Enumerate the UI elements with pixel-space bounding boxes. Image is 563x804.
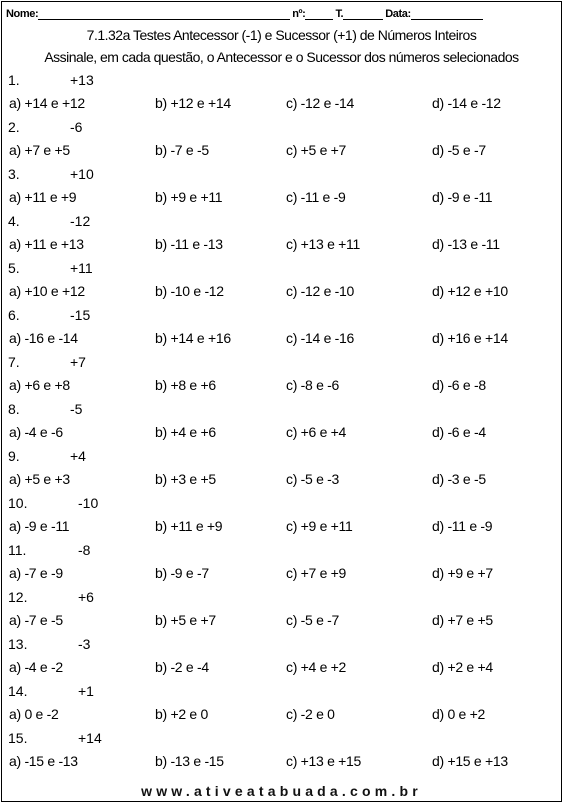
question-number: 10. [8, 495, 28, 511]
question-value: +14 [78, 730, 102, 746]
option-b[interactable]: b) +9 e +11 [155, 189, 223, 205]
question-value: +13 [70, 72, 94, 88]
class-field[interactable] [343, 9, 383, 20]
question-prompt [2, 679, 561, 703]
question-value: -10 [78, 495, 99, 511]
option-a[interactable]: a) -16 e -14 [9, 330, 78, 346]
question-prompt [2, 303, 561, 327]
question-number: 9. [8, 448, 20, 464]
option-d[interactable]: d) +16 e +14 [432, 330, 508, 346]
worksheet-instructions: Assinale, em cada questão, o Antecessor e o Sucessor dos números selecionados [44, 49, 519, 65]
question-prompt [2, 115, 561, 139]
question-number: 11. [8, 542, 27, 558]
question-value: -6 [70, 119, 83, 135]
question-value: -15 [70, 307, 91, 323]
option-b[interactable]: b) +14 e +16 [155, 330, 231, 346]
date-field[interactable] [411, 9, 483, 20]
question-item [2, 726, 561, 773]
option-d[interactable]: d) +2 e +4 [432, 659, 493, 675]
option-c[interactable]: c) -12 e -10 [286, 283, 354, 299]
answer-options [2, 609, 561, 632]
question-prompt [2, 350, 561, 374]
question-number: 6. [8, 307, 20, 323]
question-value: -8 [78, 542, 91, 558]
date-label: Data: [385, 8, 411, 20]
option-a[interactable]: a) +11 e +9 [9, 189, 77, 205]
answer-options [2, 703, 561, 726]
option-a[interactable]: a) 0 e -2 [9, 706, 59, 722]
question-prompt [2, 68, 561, 92]
class-label: T. [335, 8, 344, 20]
answer-options [2, 327, 561, 350]
option-d[interactable]: d) -9 e -11 [432, 189, 493, 205]
option-c[interactable]: c) -12 e -14 [286, 95, 354, 111]
option-b[interactable]: b) +12 e +14 [155, 95, 231, 111]
option-d[interactable]: d) -11 e -9 [432, 518, 493, 534]
question-item [2, 68, 561, 115]
option-c[interactable]: c) -5 e -3 [286, 471, 340, 487]
option-c[interactable]: c) +6 e +4 [286, 424, 347, 440]
question-number: 1. [8, 72, 20, 88]
answer-options [2, 656, 561, 679]
question-prompt [2, 444, 561, 468]
question-number: 12. [8, 589, 28, 605]
answer-options [2, 186, 561, 209]
option-b[interactable]: b) -2 e -4 [155, 659, 209, 675]
option-b[interactable]: b) +3 e +5 [155, 471, 216, 487]
option-a[interactable]: a) -7 e -9 [9, 565, 63, 581]
answer-options [2, 562, 561, 585]
question-number: 3. [8, 166, 20, 182]
question-value: -3 [78, 636, 91, 652]
option-b[interactable]: b) -7 e -5 [155, 142, 209, 158]
option-d[interactable]: d) -14 e -12 [432, 95, 501, 111]
option-a[interactable]: a) +5 e +3 [9, 471, 70, 487]
question-item [2, 115, 561, 162]
option-b[interactable]: b) +4 e +6 [155, 424, 216, 440]
question-prompt [2, 491, 561, 515]
option-b[interactable]: b) -13 e -15 [155, 753, 224, 769]
question-item [2, 350, 561, 397]
question-number: 5. [8, 260, 20, 276]
question-item [2, 256, 561, 303]
answer-options [2, 515, 561, 538]
option-d[interactable]: d) +12 e +10 [432, 283, 508, 299]
option-a[interactable]: a) +10 e +12 [9, 283, 85, 299]
answer-options [2, 468, 561, 491]
option-d[interactable]: d) -5 e -7 [432, 142, 486, 158]
question-value: +11 [70, 260, 93, 276]
question-item [2, 491, 561, 538]
question-item [2, 538, 561, 585]
option-c[interactable]: c) +13 e +15 [286, 753, 362, 769]
name-label: Nome: [6, 8, 39, 20]
question-prompt [2, 397, 561, 421]
answer-options [2, 750, 561, 773]
option-a[interactable]: a) -15 e -13 [9, 753, 78, 769]
question-number: 14. [8, 683, 28, 699]
question-number: 15. [8, 730, 28, 746]
question-item [2, 162, 561, 209]
number-field[interactable] [305, 9, 333, 20]
option-c[interactable]: c) +9 e +11 [286, 518, 353, 534]
option-d[interactable]: d) -6 e -4 [432, 424, 486, 440]
option-b[interactable]: b) -10 e -12 [155, 283, 224, 299]
option-a[interactable]: a) -4 e -2 [9, 659, 63, 675]
question-prompt [2, 585, 561, 609]
answer-options [2, 233, 561, 256]
question-list [2, 68, 561, 773]
number-label: nº: [292, 8, 306, 20]
question-prompt [2, 209, 561, 233]
question-prompt [2, 726, 561, 750]
option-a[interactable]: a) +11 e +13 [9, 236, 84, 252]
question-prompt [2, 632, 561, 656]
question-value: +4 [70, 448, 86, 464]
option-c[interactable]: c) -14 e -16 [286, 330, 354, 346]
option-a[interactable]: a) -7 e -5 [9, 612, 63, 628]
question-prompt [2, 538, 561, 562]
option-d[interactable]: d) -13 e -11 [432, 236, 500, 252]
question-item [2, 209, 561, 256]
question-number: 13. [8, 636, 28, 652]
worksheet-page [1, 1, 562, 802]
question-value: +7 [70, 354, 86, 370]
option-d[interactable]: d) -6 e -8 [432, 377, 486, 393]
question-item [2, 444, 561, 491]
question-number: 4. [8, 213, 20, 229]
option-d[interactable]: d) +15 e +13 [432, 753, 508, 769]
question-item [2, 632, 561, 679]
option-b[interactable]: b) +5 e +7 [155, 612, 216, 628]
question-value: +10 [70, 166, 94, 182]
option-c[interactable]: c) +7 e +9 [286, 565, 347, 581]
answer-options [2, 374, 561, 397]
option-d[interactable]: d) +9 e +7 [432, 565, 493, 581]
question-item [2, 679, 561, 726]
option-c[interactable]: c) +13 e +11 [286, 236, 360, 252]
student-info-header [2, 2, 561, 20]
question-item [2, 585, 561, 632]
option-d[interactable]: d) +7 e +5 [432, 612, 493, 628]
question-prompt [2, 256, 561, 280]
option-d[interactable]: d) -3 e -5 [432, 471, 486, 487]
option-b[interactable]: b) -11 e -13 [155, 236, 223, 252]
option-c[interactable]: c) -11 e -9 [286, 189, 346, 205]
answer-options [2, 421, 561, 444]
option-c[interactable]: c) -8 e -6 [286, 377, 340, 393]
option-b[interactable]: b) +2 e 0 [155, 706, 208, 722]
question-number: 2. [8, 119, 20, 135]
option-c[interactable]: c) -2 e 0 [286, 706, 335, 722]
option-b[interactable]: b) -9 e -7 [155, 565, 209, 581]
option-c[interactable]: c) +4 e +2 [286, 659, 347, 675]
website-footer: www.ativeatabuada.com.br [141, 783, 422, 799]
option-b[interactable]: b) +11 e +9 [155, 518, 223, 534]
option-c[interactable]: c) -5 e -7 [286, 612, 340, 628]
question-item [2, 303, 561, 350]
option-a[interactable]: a) +14 e +12 [9, 95, 85, 111]
question-value: -12 [70, 213, 91, 229]
option-a[interactable]: a) +7 e +5 [9, 142, 70, 158]
question-value: +1 [78, 683, 94, 699]
name-field[interactable] [38, 9, 290, 20]
answer-options [2, 280, 561, 303]
question-value: -5 [70, 401, 83, 417]
option-d[interactable]: d) 0 e +2 [432, 706, 485, 722]
question-prompt [2, 162, 561, 186]
option-a[interactable]: a) -9 e -11 [9, 518, 70, 534]
question-number: 8. [8, 401, 20, 417]
option-a[interactable]: a) -4 e -6 [9, 424, 63, 440]
worksheet-title: 7.1.32a Testes Antecessor (-1) e Sucessor (+1) de Números Inteiros [86, 27, 477, 43]
option-b[interactable]: b) +8 e +6 [155, 377, 216, 393]
answer-options [2, 92, 561, 115]
question-number: 7. [8, 354, 20, 370]
answer-options [2, 139, 561, 162]
option-c[interactable]: c) +5 e +7 [286, 142, 347, 158]
question-item [2, 397, 561, 444]
option-a[interactable]: a) +6 e +8 [9, 377, 70, 393]
question-value: +6 [78, 589, 94, 605]
